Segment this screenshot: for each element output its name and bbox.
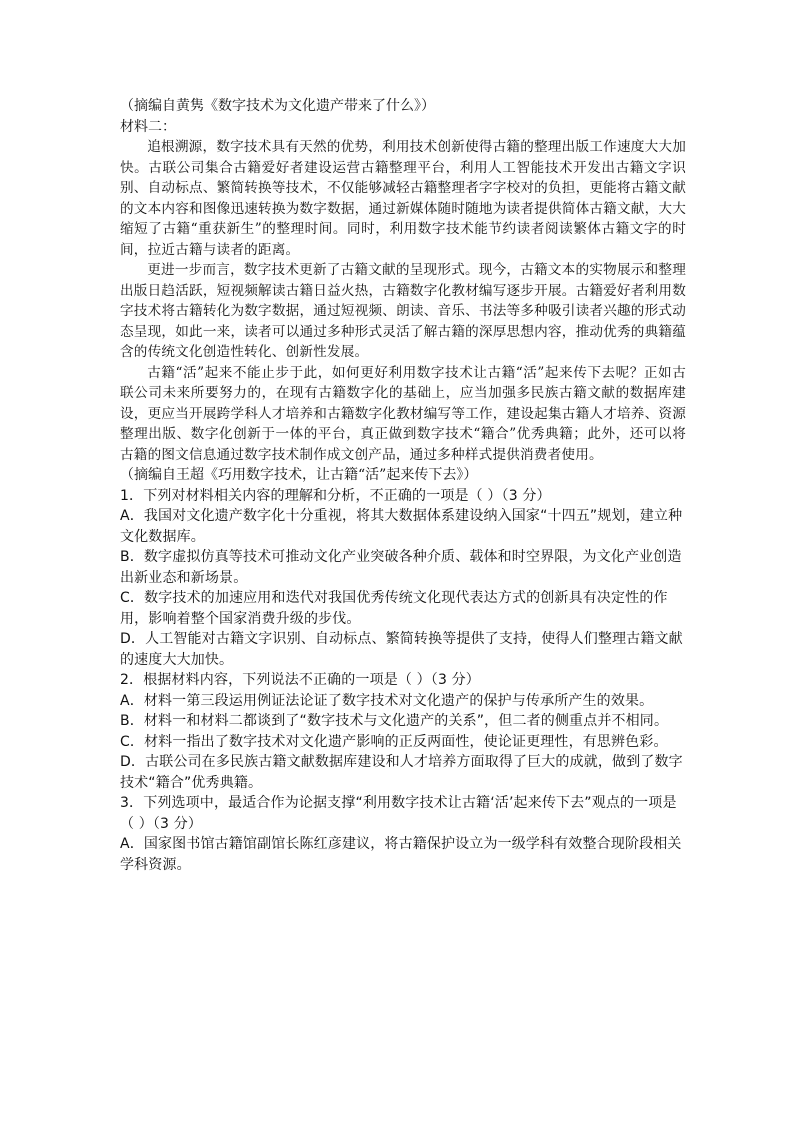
question-3-option-a: A．国家图书馆古籍馆副馆长陈红彦建议，将古籍保护设立为一级学科有效整合现阶段相关学科资源。 xyxy=(120,836,682,873)
question-1-option-a: A．我国对文化遗产数字化十分重视，将其大数据体系建设纳入国家“十四五”规划，建立种文化数据库。 xyxy=(120,508,683,545)
question-1-stem: 1．下列对材料相关内容的理解和分析，不正确的一项是（ ）（3 分） xyxy=(120,487,551,504)
document-page xyxy=(120,96,686,875)
question-3-stem: 3．下列选项中，最适合作为论据支撑“利用数字技术让古籍‘活’起来传下去”观点的一项是（ ）（3 分） xyxy=(120,795,677,832)
source-citation-2: （摘编自王超《巧用数字技术，让古籍“活”起来传下去》） xyxy=(120,467,478,483)
question-2-option-c: C．材料一指出了数字技术对文化遗产影响的正反两面性，使论证更理性，有思辨色彩。 xyxy=(120,733,668,750)
question-2-option-a: A．材料一第三段运用例证法论证了数字技术对文化遗产的保护与传承所产生的效果。 xyxy=(120,692,654,709)
question-1-option-d: D．人工智能对古籍文字识别、自动标点、繁简转换等提供了支持，使得人们整理古籍文献的速度大大加快。 xyxy=(120,631,683,668)
question-1-option-b: B．数字虚拟仿真等技术可推动文化产业突破各种介质、载体和时空界限，为文化产业创造出新业态和新场景。 xyxy=(120,549,682,586)
material-2-paragraph-1: 追根溯源，数字技术具有天然的优势，利用技术创新使得古籍的整理出版工作速度大大加快。古联公司集合古籍爱好者建设运营古籍整理平台，利用人工智能技术开发出古籍文字识别、自动标点、繁简转换等技术，不仅能够减轻古籍整理者字字校对的负担，更能将古籍文献的文本内容和图像迅速转换为数字数据，通过新媒体随时随地为读者提供简体古籍文献，大大缩短了古籍“重获新生”的整理时间。同时，利用数字技术能节约读者阅读繁体古籍文字的时间，拉近古籍与读者的距离。 xyxy=(120,139,686,258)
question-2-option-b: B．材料一和材料二都谈到了“数字技术与文化遗产的关系”，但二者的侧重点并不相同。 xyxy=(120,713,669,729)
source-citation-1: （摘编自黄隽《数字技术为文化遗产带来了什么》） xyxy=(120,98,435,114)
question-2-stem: 2．根据材料内容，下列说法不正确的一项是（ ）（3 分） xyxy=(120,672,480,688)
material-2-heading: 材料二： xyxy=(120,118,176,135)
question-2-option-d: D．古联公司在多民族古籍文献数据库建设和人才培养方面取得了巨大的成就，做到了数字技术“籍合”优秀典籍。 xyxy=(120,754,683,791)
material-2-paragraph-2: 更进一步而言，数字技术更新了古籍文献的呈现形式。现今，古籍文本的实物展示和整理出版日趋活跃，短视频解读古籍日益火热，古籍数字化教材编写逐步开展。古籍爱好者利用数字技术将古籍转化为数字数据，通过短视频、朗读、音乐、书法等多种吸引读者兴趣的形式动态呈现，如此一来，读者可以通过多种形式灵活了解古籍的深厚思想内容，推动优秀的典籍蕴含的传统文化创造性转化、创新性发展。 xyxy=(120,262,686,360)
material-2-paragraph-3: 古籍“活”起来不能止步于此，如何更好利用数字技术让古籍“活”起来传下去呢？正如古联公司未来所要努力的，在现有古籍数字化的基础上，应当加强多民族古籍文献的数据库建设，更应当开展跨学科人才培养和古籍数字化教材编写等工作，建设起集古籍人才培养、资源整理出版、数字化创新于一体的平台，真正做到数字技术“籍合”优秀典籍；此外，还可以将古籍的图文信息通过数字技术制作成文创产品，通过多种样式提供消费者使用。 xyxy=(120,364,686,463)
question-1-option-c: C．数字技术的加速应用和迭代对我国优秀传统文化现代表达方式的创新具有决定性的作用，影响着整个国家消费升级的步伐。 xyxy=(120,590,668,627)
